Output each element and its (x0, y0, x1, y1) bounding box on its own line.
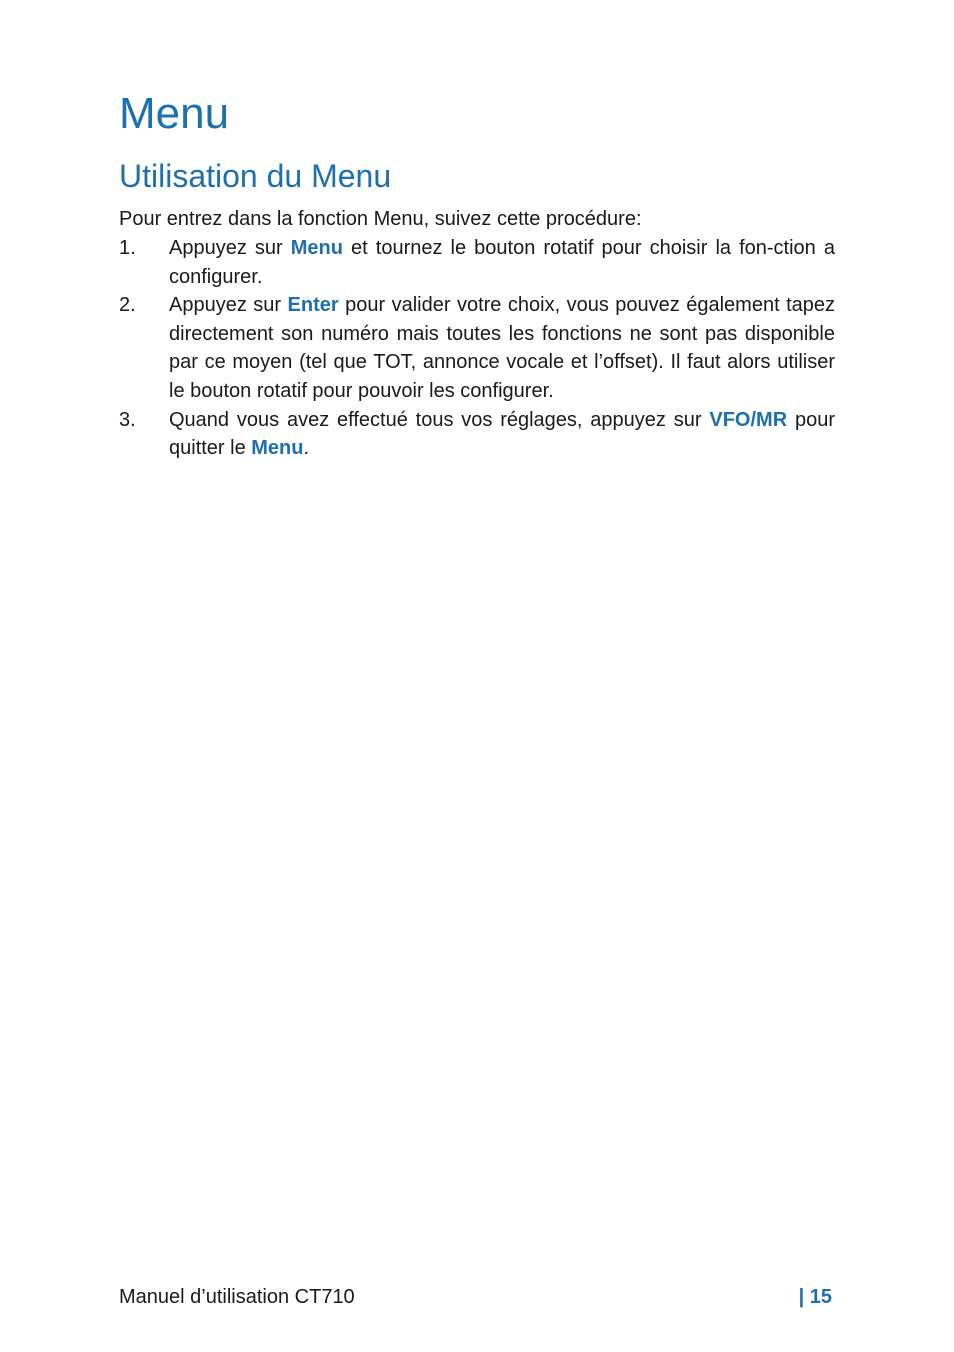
step-number: 2. (119, 294, 136, 317)
step-text: pour quitter le (169, 408, 835, 460)
footer-manual-title: Manuel d’utilisation CT710 (119, 1286, 355, 1308)
procedure-steps (119, 234, 835, 463)
step-1 (119, 234, 835, 291)
step-text: Appuyez sur (169, 237, 291, 259)
keyword-vfo-mr: VFO/MR (709, 408, 788, 431)
section-title: Utilisation du Menu (119, 158, 392, 194)
step-number: 3. (119, 408, 136, 431)
keyword-menu: Menu (251, 437, 304, 460)
step-number: 1. (119, 237, 136, 259)
keyword-menu: Menu (290, 237, 343, 259)
step-text: Quand vous avez effectué tous vos réglages, appuyez sur (169, 408, 710, 431)
step-text: pour valider votre choix, vous pouvez également tapez directement son numéro mais toutes les fonctions ne sont pas disponible par ce moyen (tel que TOT, annonce vocale et l’offset). Il faut alors utiliser le bouton rotatif pour pouvoir les configurer. (169, 294, 836, 402)
step-3 (119, 406, 835, 463)
step-text: . (303, 437, 310, 460)
keyword-enter: Enter (287, 294, 339, 317)
page-title: Menu (119, 89, 230, 138)
step-text: et tournez le bouton rotatif pour choisir la fon-ction a configurer. (169, 237, 835, 288)
footer-page-number: | 15 (798, 1286, 832, 1308)
intro-paragraph: Pour entrez dans la fonction Menu, suivez cette procédure: (119, 208, 642, 230)
step-2 (119, 291, 835, 405)
step-text: Appuyez sur (169, 294, 288, 317)
